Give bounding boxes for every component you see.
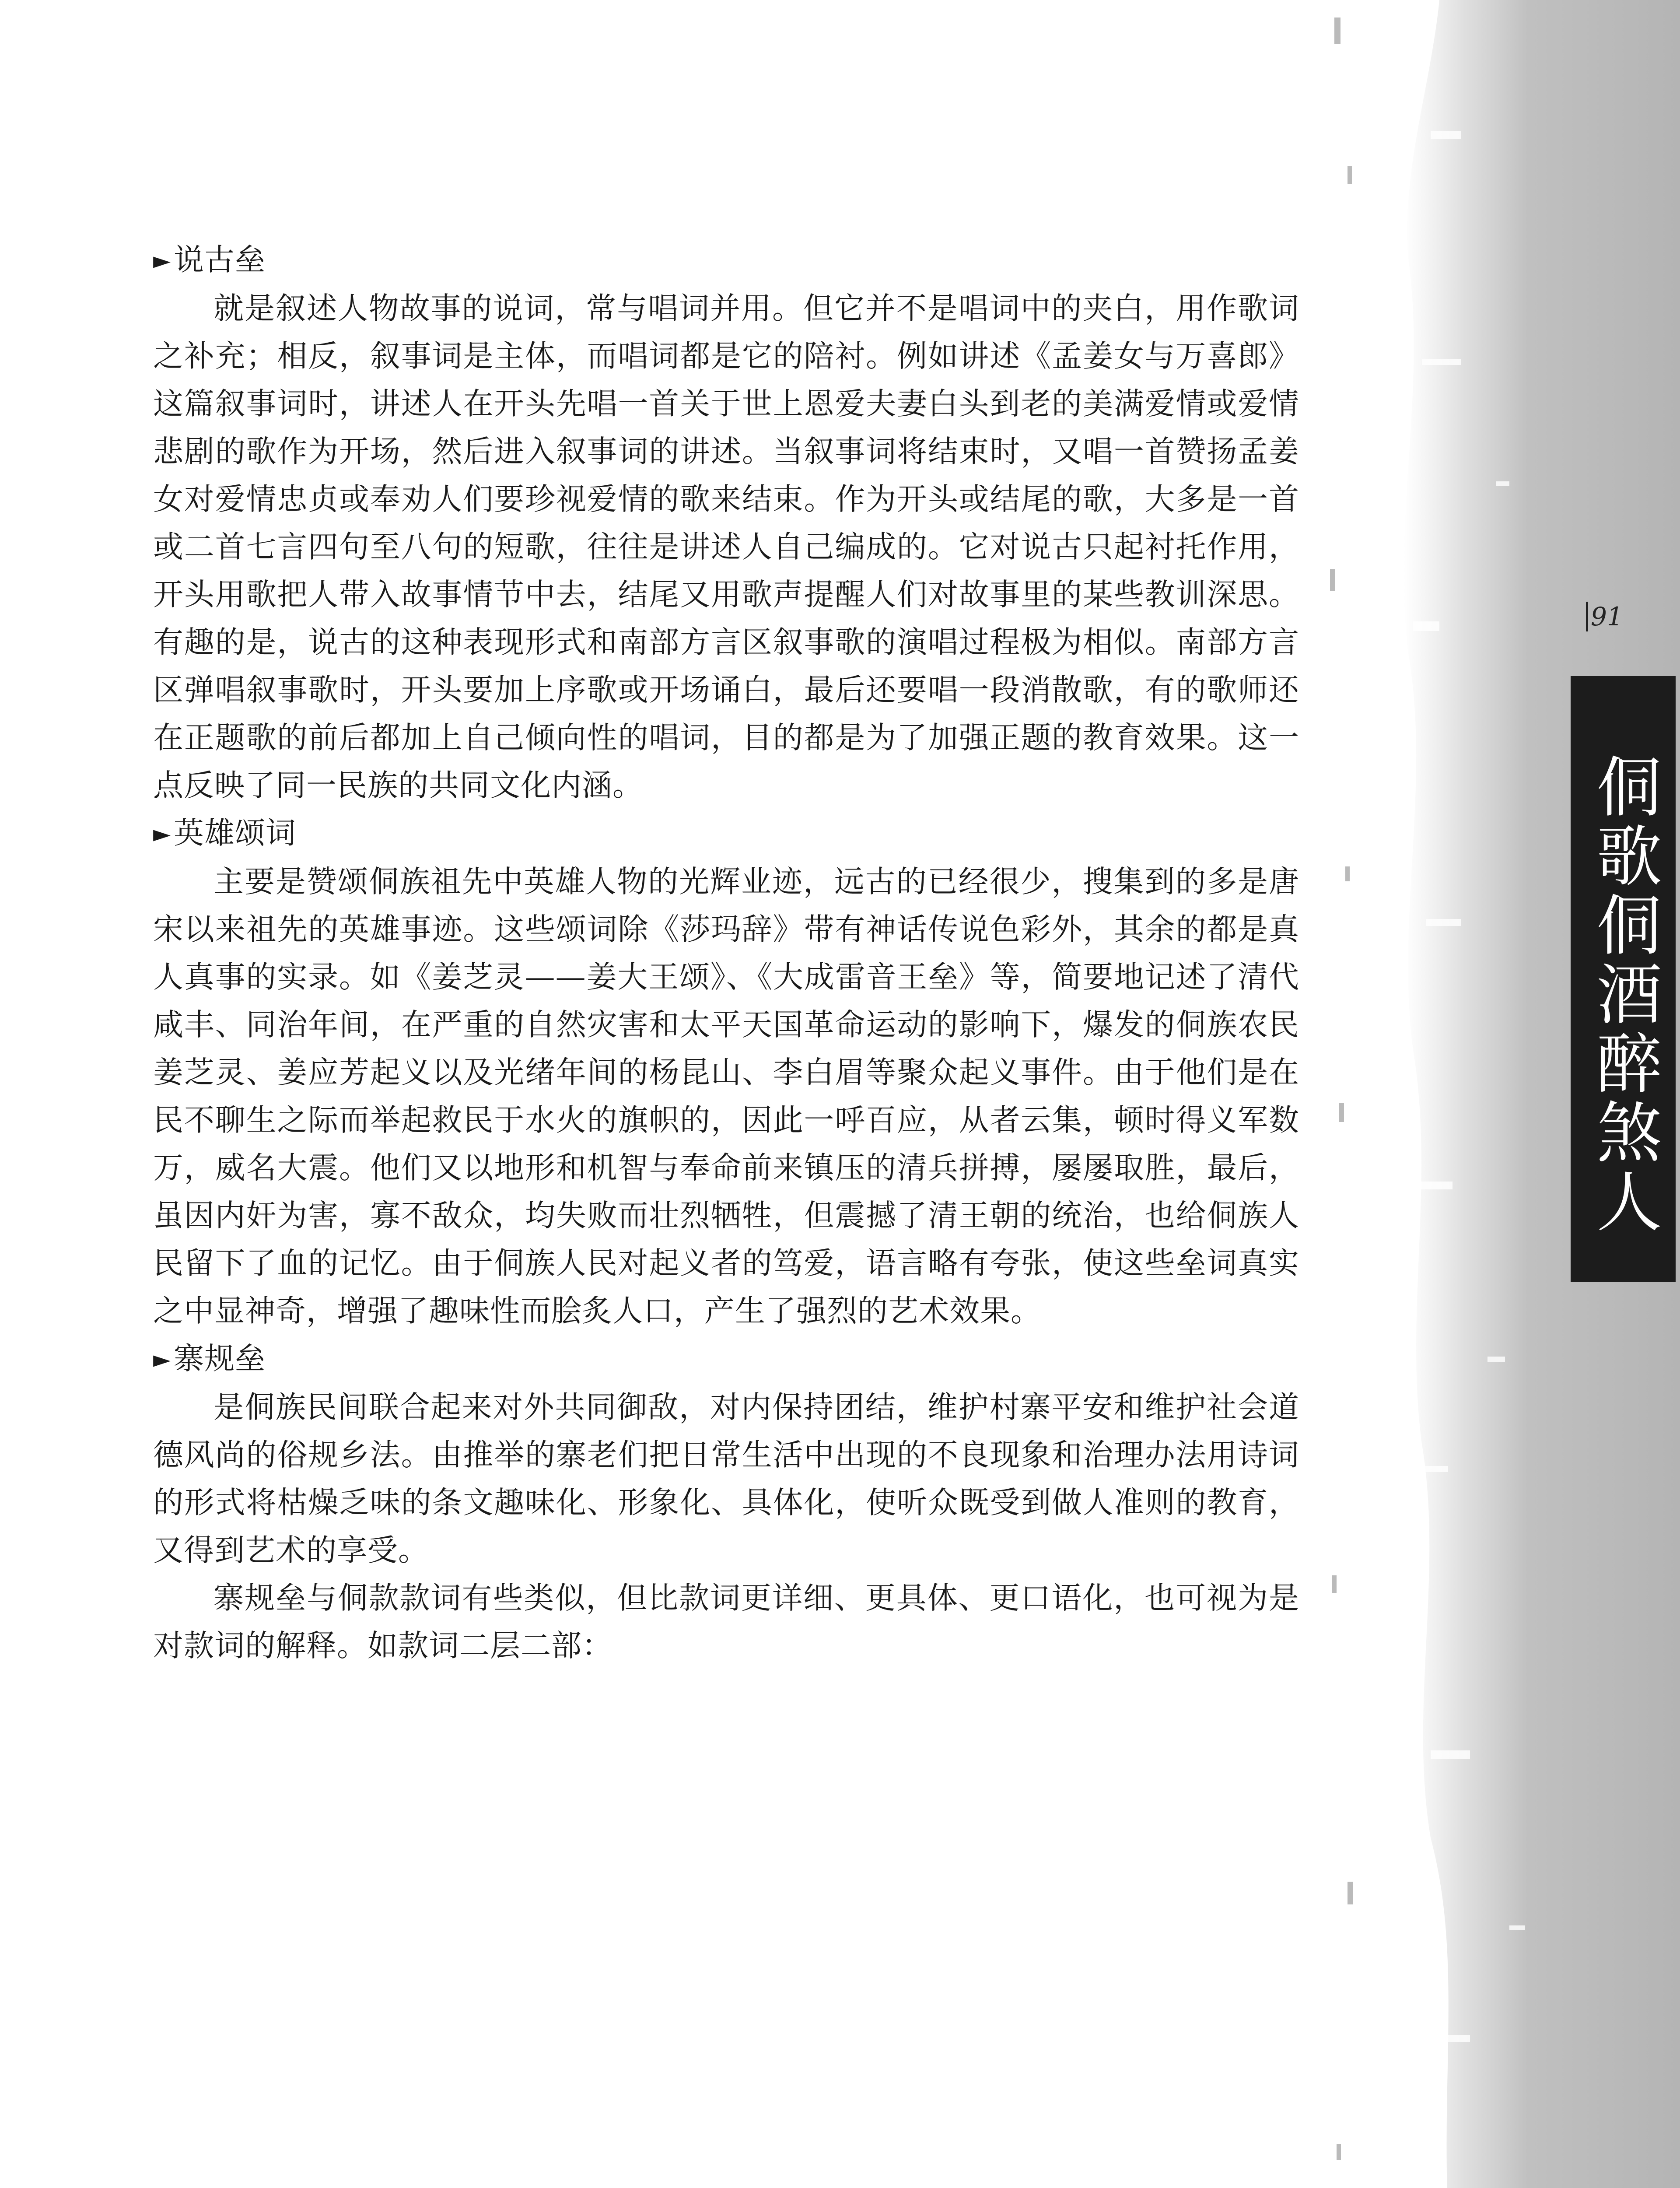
triangle-marker-icon: ►: [153, 1346, 171, 1373]
section-heading-text: 寨规垒: [174, 1341, 266, 1376]
main-text: [153, 236, 1299, 1670]
paragraph: 寨规垒与侗款款词有些类似，但比款词更详细、更具体、更口语化，也可视为是对款词的解释。如款词二层二部：: [153, 1581, 1299, 1663]
paragraph: 主要是赞颂侗族祖先中英雄人物的光辉业迹，远古的已经很少，搜集到的多是唐宋以来祖先的英雄事迹。这些颂词除《莎玛辞》带有神话传说色彩外，其余的都是真人真事的实录。如《姜芝灵——姜大王颂》、《大成雷音王垒》等，简要地记述了清代咸丰、同治年间，在严重的自然灾害和太平天国革命运动的影响下，爆发的侗族农民姜芝灵、姜应芳起义以及光绪年间的杨昆山、李白眉等聚众起义事件。由于他们是在民不聊生之际而举起救民于水火的旗帜的，因此一呼百应，从者云集，顿时得义军数万，威名大震。他们又以地形和机智与奉命前来镇压的清兵拼搏，屡屡取胜，最后，虽因内奸为害，寡不敌众，均失败而壮烈牺牲，但震撼了清王朝的统治，也给侗族人民留下了血的记忆。由于侗族人民对起义者的笃爱，语言略有夸张，使这些垒词真实之中显神奇，增强了趣味性而脍炙人口，产生了强烈的艺术效果。: [153, 864, 1299, 1329]
chapter-title: 侗歌侗酒醉煞人: [1571, 676, 1676, 1282]
paragraph: 是侗族民间联合起来对外共同御敌，对内保持团结，维护村寨平安和维护社会道德风尚的俗规乡法。由推举的寨老们把日常生活中出现的不良现象和治理办法用诗词的形式将枯燥乏味的条文趣味化、形象化、具体化，使听众既受到做人准则的教育，又得到艺术的享受。: [153, 1390, 1299, 1568]
section-heading-text: 英雄颂词: [174, 816, 296, 851]
section-heading-text: 说古垒: [174, 242, 266, 277]
section-heading: [153, 1335, 1299, 1384]
section-heading: [153, 810, 1299, 858]
page-number: 91: [1586, 602, 1623, 631]
paragraph: 就是叙述人物故事的说词，常与唱词并用。但它并不是唱词中的夹白，用作歌词之补充；相反，叙事词是主体，而唱词都是它的陪衬。例如讲述《孟姜女与万喜郎》这篇叙事词时，讲述人在开头先唱一首关于世上恩爱夫妻白头到老的美满爱情或爱情悲剧的歌作为开场，然后进入叙事词的讲述。当叙事词将结束时，又唱一首赞扬孟姜女对爱情忠贞或奉劝人们要珍视爱情的歌来结束。作为开头或结尾的歌，大多是一首或二首七言四句至八句的短歌，往往是讲述人自己编成的。它对说古只起衬托作用，开头用歌把人带入故事情节中去，结尾又用歌声提醒人们对故事里的某些教训深思。有趣的是，说古的这种表现形式和南部方言区叙事歌的演唱过程极为相似。南部方言区弹唱叙事歌时，开头要加上序歌或开场诵白，最后还要唱一段消散歌，有的歌师还在正题歌的前后都加上自己倾向性的唱词，目的都是为了加强正题的教育效果。这一点反映了同一民族的共同文化内涵。: [153, 291, 1299, 803]
triangle-marker-icon: ►: [153, 248, 171, 274]
section-heading: [153, 236, 1299, 285]
triangle-marker-icon: ►: [153, 821, 171, 847]
